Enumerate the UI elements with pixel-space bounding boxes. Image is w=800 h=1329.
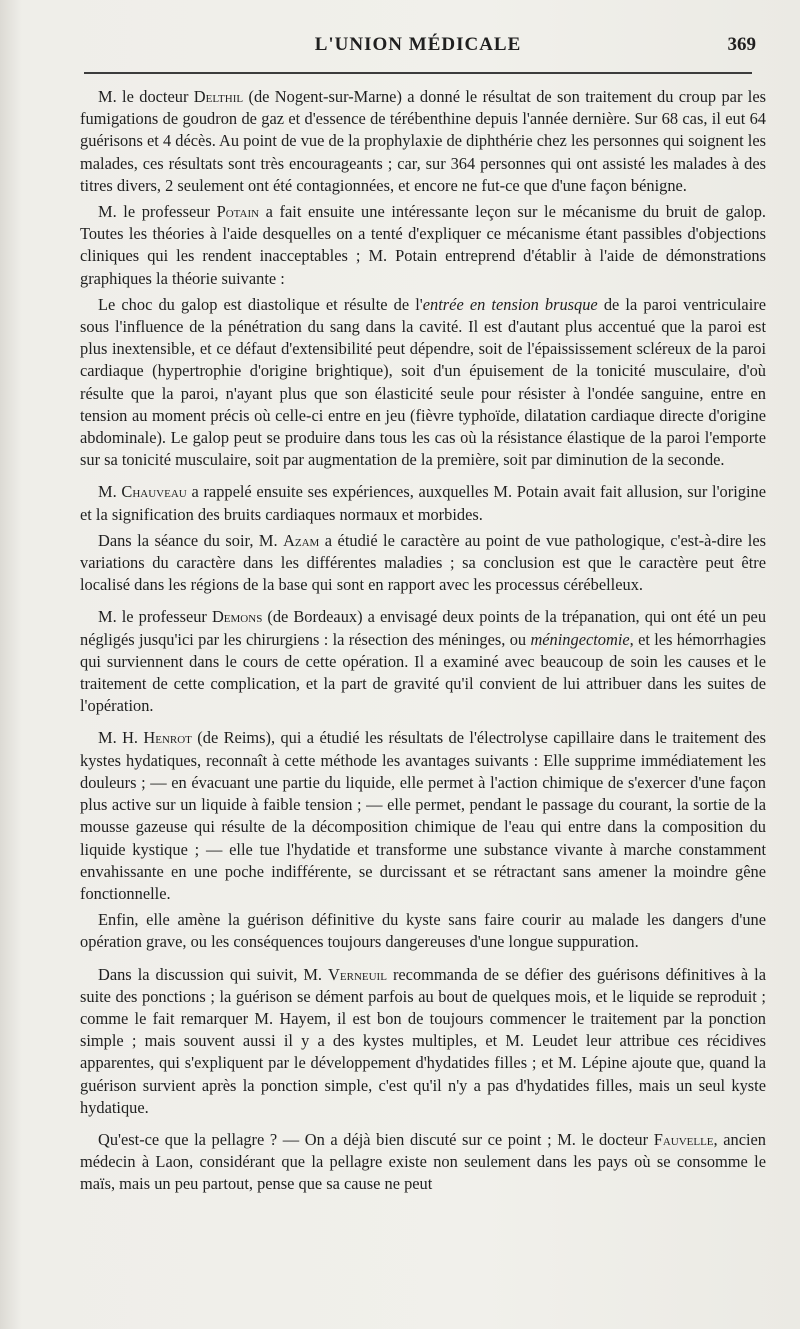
page-number: 369 bbox=[727, 34, 756, 55]
author-name: Azam bbox=[283, 530, 320, 550]
paragraph-demons: M. le professeur Demons (de Bordeaux) a envisagé deux points de la trépanation, qui ont été un peu négligés jusqu'ici par les chirurgiens : la résection des méninges, ou méningectomie, et les hémorrhagies qui surviennent dans le cours de cette opération. Il a examiné avec beaucoup de soin les causes et le traitement de cette complication, et la part de gravité qu'il convient de lui attribuer dans les suites de l'opération. bbox=[80, 607, 767, 716]
author-name: Potain bbox=[216, 202, 260, 222]
paragraph-verneuil: Dans la discussion qui suivit, M. Verneuil recommanda de se défier des guérisons définitives à la suite des ponctions ; la guérison se dément parfois au bout de quelques mois, et le liquide se reproduit ; comme le fait remarquer M. Hayem, il est bon de toujours commencer le traitement par la ponction simple ; mais souvent aussi il y a des kystes multiples, et M. Leudet leur attribue ces récidives apparentes, qui s'expliquent par le développement d'hydatides filles ; et M. Lépine ajoute que, quand la guérison survient après la ponction simple, c'est qu'il n'y a pas d'hydatides filles, mais un seul kyste hydatique. bbox=[80, 964, 767, 1117]
page-header bbox=[80, 34, 756, 62]
paragraph-azam: Dans la séance du soir, M. Azam a étudié le caractère au point de vue pathologique, c'est-à-dire les variations du caractère dans les différentes maladies ; sa conclusion est que le caractère peut être localisé dans les régions de la base qui sont en rapport avec les processus cérébelleux. bbox=[80, 530, 766, 595]
author-name: Demons bbox=[211, 607, 263, 627]
paragraph-galop-theory: Le choc du galop est diastolique et résulte de l'entrée en tension brusque de la paroi ventriculaire sous l'influence de la pénétration du sang dans la cavité. Il est d'autant plus accentué que la paroi est plus inextensible, et ce défaut d'extensibilité peut dépendre, soit de l'épaississement scléreux de la paroi cardiaque (hypertrophie d'origine brightique), soit d'un épuisement de la tonicité musculaire, d'où résulte que la paroi, n'ayant plus que son élasticité seule pour résister à l'ondée sanguine, entre en tension au moment précis où celle-ci entre en jeu (fièvre typhoïde, dilatation cardiaque directe d'origine abdominale). Le galop peut se produire dans tous les cas où la résistance élastique de la paroi l'emporte sur sa tonicité musculaire, soit par augmentation de la première, soit par diminution de la seconde. bbox=[80, 294, 766, 470]
italic-term: entrée en tension brusque bbox=[422, 294, 598, 314]
author-name: Chauveau bbox=[121, 482, 187, 502]
author-name: Henrot bbox=[143, 728, 192, 748]
running-title: L'UNION MÉDICALE bbox=[314, 34, 522, 55]
header-rule bbox=[84, 72, 752, 74]
article-body bbox=[80, 86, 766, 1200]
author-name: Verneuil bbox=[328, 964, 387, 984]
paragraph-delthil: M. le docteur Delthil (de Nogent-sur-Marne) a donné le résultat de son traitement du croup par les fumigations de goudron de gaz et d'essence de térébenthine depuis l'année dernière. Sur 68 cas, il eut 64 guérisons et 4 décès. Au point de vue de la prophylaxie de diphthérie chez les personnes qui soignent les malades, ces résultats sont très encourageants ; car, sur 364 personnes qui ont assisté les malades à des titres divers, 2 seulement ont été contagionnées, et encore ne fut-ce que d'une façon bénigne. bbox=[80, 87, 766, 195]
author-name: Delthil bbox=[193, 87, 244, 106]
paragraph-potain: M. le professeur Potain a fait ensuite une intéressante leçon sur le mécanisme du bruit de galop. Toutes les théories à l'aide desquelles on a tenté d'expliquer ce mécanisme étant passibles d'objections cliniques qui les rendent inacceptables ; M. Potain entreprend d'établir à l'aide de démonstrations graphiques la théorie suivante : bbox=[80, 202, 766, 288]
paragraph-chauveau: M. Chauveau a rappelé ensuite ses expériences, auxquelles M. Potain avait fait allusion, sur l'origine et la signification des bruits cardiaques normaux et morbides. bbox=[80, 482, 766, 524]
paragraph-henrot: M. H. Henrot (de Reims), qui a étudié les résultats de l'électrolyse capillaire dans le traitement des kystes hydatiques, reconnaît à cette méthode les avantages suivants : Elle supprime immédiatement les douleurs ; — en évacuant une partie du liquide, elle permet à l'action chimique de s'exercer d'une façon plus active sur un liquide à faible tension ; — elle permet, pendant le passage du courant, la sortie de la mousse gazeuse qui résulte de la décomposition chimique de l'eau qui entre dans la composition du liquide kystique ; — elle tue l'hydatide et transforme une substance vivante à marche constamment envahissante en une poche indifférente, se durcissant et se rétractant sans amener la moindre gêne fonctionnelle. bbox=[80, 728, 766, 903]
paragraph-guerison: Enfin, elle amène la guérison définitive du kyste sans faire courir au malade les dangers d'une opération grave, ou les conséquences toujours dangereuses d'une longue suppuration. bbox=[80, 910, 766, 952]
paragraph-pellagre: Qu'est-ce que la pellagre ? — On a déjà bien discuté sur ce point ; M. le docteur Fauvelle, ancien médecin à Laon, considérant que la pellagre existe non seulement dans les pays où se consomme le maïs, mais un peu partout, pense que sa cause ne peut bbox=[80, 1129, 766, 1194]
italic-term: méningectomie bbox=[530, 629, 630, 649]
author-name: Fauvelle bbox=[653, 1129, 714, 1149]
